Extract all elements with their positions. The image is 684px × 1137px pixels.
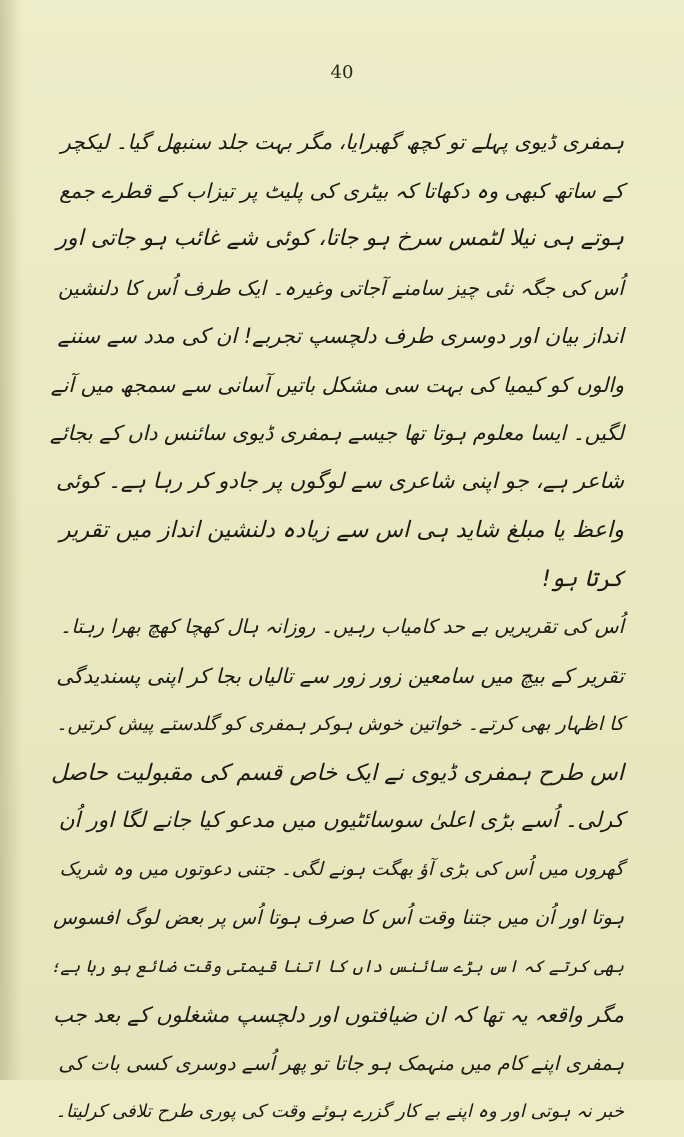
text-line: بھی کرتے کہ اس بڑے سائنس داں کا اتنا قیمتی وقت ضائع ہو رہا ہے؛ [50, 956, 624, 977]
paragraph-2 [50, 603, 624, 1137]
body-text [50, 118, 624, 1137]
text-line: اُس کی جگہ نئی چیز سامنے آجاتی وغیرہ۔ ایک طرف اُس کا دلنشین [58, 275, 624, 300]
text-line: اُس کی تقریریں بے حد کامیاب رہیں۔ روزانہ ہال کھچا کھچ بھرا رہتا۔ [59, 615, 624, 638]
text-line: اس طرح ہمفری ڈیوی نے ایک خاص قسم کی مقبولیت حاصل [50, 759, 624, 786]
text-line: کرتا ہو! [541, 565, 624, 592]
text-line: لگیں۔ ایسا معلوم ہوتا تھا جیسے ہمفری ڈیوی سائنس داں کے بجائے [49, 421, 624, 445]
text-line: ہمفری اپنے کام میں منہمک ہو جاتا تو پھر اُسے دوسری کسی بات کی [58, 1051, 624, 1075]
text-line: والوں کو کیمیا کی بہت سی مشکل باتیں آسانی سے سمجھ میں آنے [50, 372, 624, 397]
binding-shadow [0, 0, 22, 1080]
text-line: تقریر کے بیچ میں سامعین زور زور سے تالیاں بجا کر اپنی پسندیدگی [56, 663, 624, 688]
text-line: گھروں میں اُس کی بڑی آؤ بھگت ہونے لگی۔ جتنی دعوتوں میں وہ شریک [59, 858, 624, 880]
text-line: انداز بیان اور دوسری طرف دلچسپ تجربے! ان کی مدد سے سننے [57, 324, 624, 348]
text-line: کے ساتھ کبھی وہ دکھاتا کہ بیٹری کی پلیٹ پر تیزاب کے قطرے جمع [59, 178, 624, 203]
text-line: مگر واقعہ یہ تھا کہ ان ضیافتوں اور دلچسپ مشغلوں کے بعد جب [53, 1003, 624, 1027]
text-line: ہمفری ڈیوی پہلے تو کچھ گھبرایا، مگر بہت جلد سنبھل گیا۔ لیکچر [60, 130, 624, 154]
text-line: کرلی۔ اُسے بڑی اعلیٰ سوسائٹیوں میں مدعو کیا جانے لگا اور اُن [58, 808, 624, 833]
text-line: شاعر ہے، جو اپنی شاعری سے لوگوں پر جادو کر رہا ہے۔ کوئی [56, 468, 624, 494]
text-line: خبر نہ ہوتی اور وہ اپنے بے کار گزرے ہوئے وقت کی پوری طرح تلافی کرلیتا۔ [55, 1101, 624, 1122]
text-line: کا اظہار بھی کرتے۔ خواتین خوش ہوکر ہمفری کو گلدستے پیش کرتیں۔ [56, 713, 624, 735]
text-line: ہوتا اور اُن میں جتنا وقت اُس کا صرف ہوتا اُس پر بعض لوگ افسوس [53, 906, 624, 929]
text-line: ہوتے ہی نیلا لٹمس سرخ ہو جاتا، کوئی شے غائب ہو جاتی اور [56, 226, 624, 251]
text-line: واعظ یا مبلغ شاید ہی اس سے زیادہ دلنشین انداز میں تقریر [59, 517, 624, 543]
paragraph-1 [50, 118, 624, 603]
page-number: 40 [330, 62, 354, 83]
